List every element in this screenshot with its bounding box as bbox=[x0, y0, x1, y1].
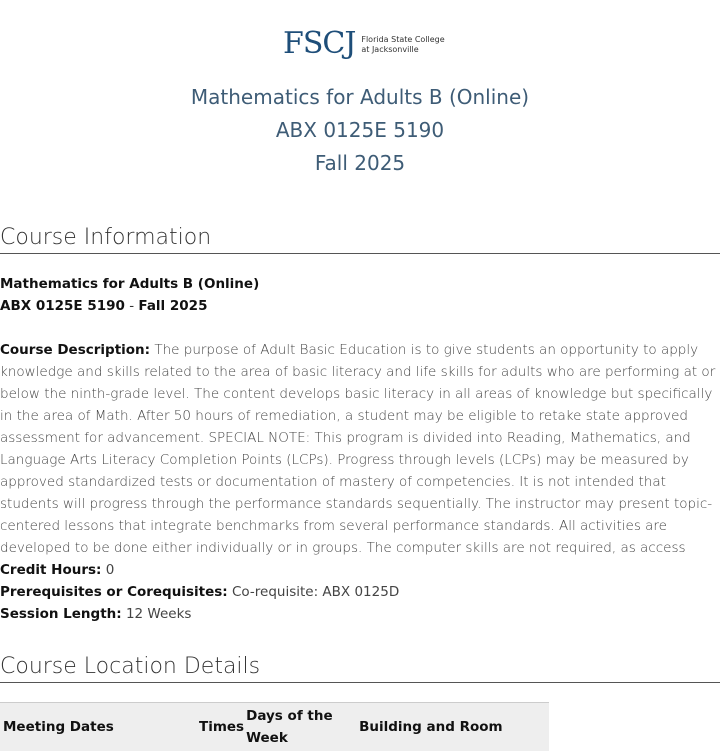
location-table bbox=[0, 702, 549, 751]
session-length bbox=[0, 603, 191, 625]
col-meeting-dates: Meeting Dates bbox=[0, 703, 196, 751]
prereq-label: Prerequisites or Corequisites: bbox=[0, 584, 228, 600]
code-term-separator: - bbox=[125, 298, 138, 314]
session-value: 12 Weeks bbox=[122, 606, 192, 622]
logo-text-line2: at Jacksonville bbox=[361, 45, 418, 54]
course-description bbox=[0, 339, 720, 559]
title-course-name: Mathematics for Adults B (Online) bbox=[0, 81, 720, 114]
page-title bbox=[0, 81, 720, 180]
course-name-line bbox=[0, 273, 720, 295]
description-text: The purpose of Adult Basic Education is to give students an opportunity to apply knowledge and skills related to the area of basic literacy and life skills for adults who are performing at or below the ninth-grade level. The content develops basic literacy in all areas of knowledge but specifically in the area of Math. After 50 hours of remediation, a student may be eligible to retake state approved assessment for advancement. SPECIAL NOTE: This program is divided into Reading, Mathematics, and Language Arts Literacy Completion Points (LCPs). Progress through levels (LCPs) may be measured by approved standardized tests or documentation of mastery of competencies. It is not intended that students will progress through the performance standards sequentially. The instructor may present topic-centered lessons that integrate benchmarks from several performance standards. All activities are developed to be done either individually or in groups. The computer skills are not required, as access bbox=[0, 342, 715, 556]
col-building-room: Building and Room bbox=[356, 703, 549, 751]
logo-text bbox=[361, 35, 444, 55]
course-name: Mathematics for Adults B (Online) bbox=[0, 276, 259, 292]
col-days-of-week: Days of the Week bbox=[244, 703, 356, 751]
course-term: Fall 2025 bbox=[138, 298, 207, 314]
prereq-value: Co-requisite: ABX 0125D bbox=[228, 584, 400, 600]
credit-hours-value: 0 bbox=[101, 562, 114, 578]
logo-mark: FSCJ bbox=[283, 26, 355, 62]
location-table-header bbox=[0, 703, 549, 751]
fscj-logo bbox=[283, 26, 445, 62]
description-label: Course Description: bbox=[0, 342, 150, 358]
prerequisites bbox=[0, 581, 399, 603]
col-times: Times bbox=[196, 703, 244, 751]
title-term: Fall 2025 bbox=[0, 147, 720, 180]
course-location-heading: Course Location Details bbox=[0, 653, 720, 683]
course-code: ABX 0125E 5190 bbox=[0, 298, 125, 314]
session-label: Session Length: bbox=[0, 606, 122, 622]
course-information-heading: Course Information bbox=[0, 224, 720, 254]
credit-hours bbox=[0, 559, 114, 581]
course-code-line bbox=[0, 295, 720, 317]
title-course-code: ABX 0125E 5190 bbox=[0, 114, 720, 147]
credit-hours-label: Credit Hours: bbox=[0, 562, 101, 578]
logo-text-line1: Florida State College bbox=[361, 35, 444, 44]
